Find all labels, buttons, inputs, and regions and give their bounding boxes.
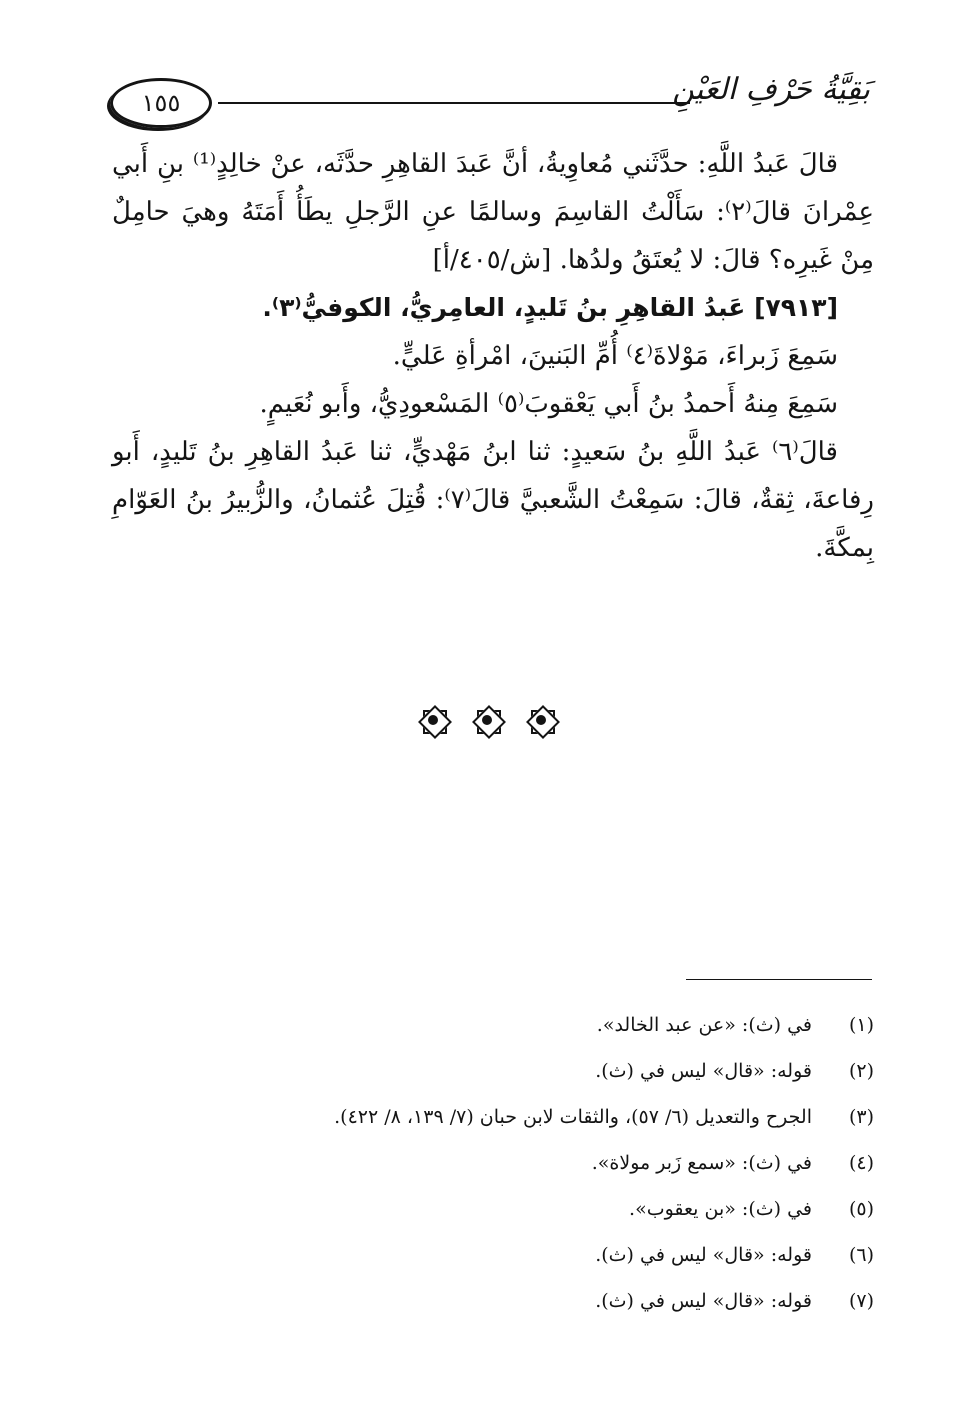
footnote-number: (١)	[848, 1014, 874, 1036]
line-heard-by: سَمِعَ مِنهُ أَحمدُ بنُ أَبي يَعْقوبَ⁽٥⁾ المَسْعودِيُّ، وأَبو نُعَيمٍ.	[259, 389, 838, 419]
footnote-number: (٦)	[848, 1244, 874, 1266]
main-text	[112, 140, 874, 572]
header-rule	[218, 102, 690, 104]
footnote-text: الجرح والتعديل (٦/ ٥٧)، والثقات لابن حبان (٧/ ١٣٩، ٨/ ٤٢٢).	[334, 1106, 812, 1128]
page-number: ١٥٥	[141, 89, 181, 117]
footnote-number: (٢)	[848, 1060, 874, 1082]
paragraph-narration: قالَ عَبدُ اللَّهِ: حدَّثَني مُعاوِيةُ، أنَّ عَبدَ القاهِرِ حدَّثَه، عنْ خالِدٍ⁽¹⁾ بنِ أَبي عِمْرانَ قالَ⁽٢⁾: سَأَلْتُ القاسِمَ وسالمًا عنِ الرَّجلِ يطَأُ أَمَتَهُ وهيَ حامِلٌ مِنْ غَيرِه؟ قالَ: لا يُعتَقُ ولدُها. [ش/٤٠٥/أ]	[112, 149, 874, 275]
footnote-text: في (ث): «سمع زَبر مولاة».	[591, 1152, 812, 1174]
footnote	[174, 1002, 874, 1048]
entry-heading: [٧٩١٣] عَبدُ القاهِرِ بنُ تَليدٍ، العامِريُّ، الكوفيُّ⁽٣⁾.	[262, 293, 838, 322]
footnote-number: (٤)	[848, 1152, 874, 1174]
footnote-number: (٣)	[848, 1106, 874, 1128]
ornament-icon	[526, 705, 556, 735]
paragraph-narration-2: قالَ⁽٦⁾ عَبدُ اللَّهِ بنُ سَعيدٍ: ثنا ابنُ مَهْديٍّ، ثنا عَبدُ القاهِرِ بنُ تَليدٍ، أَبو رِفاعةَ، ثِقةٌ، قالَ: سَمِعْتُ الشَّعبيَّ قالَ⁽٧⁾: قُتِلَ عُثمانُ، والزُّبيرُ بنُ العَوّامِ بِمكَّةَ.	[112, 437, 874, 563]
page-number-badge	[110, 78, 212, 128]
footnote-text: قوله: «قال» ليس في (ث).	[595, 1244, 812, 1266]
footnote	[174, 1232, 874, 1278]
footnotes	[174, 1002, 874, 1324]
page-header	[110, 72, 870, 142]
ornament-icon	[418, 705, 448, 735]
running-title: بَقِيَّةُ حَرْفِ العَيْنِ	[672, 72, 870, 107]
footnote	[174, 1186, 874, 1232]
footnote-text: في (ث): «عن عبد الخالد».	[596, 1014, 812, 1036]
footnote-number: (٧)	[848, 1290, 874, 1312]
footnote-text: قوله: «قال» ليس في (ث).	[595, 1290, 812, 1312]
footnote-text: في (ث): «بن يعقوب».	[629, 1198, 812, 1220]
footnote	[174, 1094, 874, 1140]
section-ornament	[0, 705, 974, 743]
footnote-text: قوله: «قال» ليس في (ث).	[595, 1060, 812, 1082]
ornament-icon	[472, 705, 502, 735]
footnote-separator	[686, 979, 872, 980]
footnote	[174, 1278, 874, 1324]
footnote	[174, 1048, 874, 1094]
line-heard-from: سَمِعَ زَبراءَ، مَوْلاةَ⁽٤⁾ أُمِّ البَنينَ، امْرأةِ عَليٍّ.	[392, 341, 838, 371]
footnote	[174, 1140, 874, 1186]
footnote-number: (٥)	[848, 1198, 874, 1220]
